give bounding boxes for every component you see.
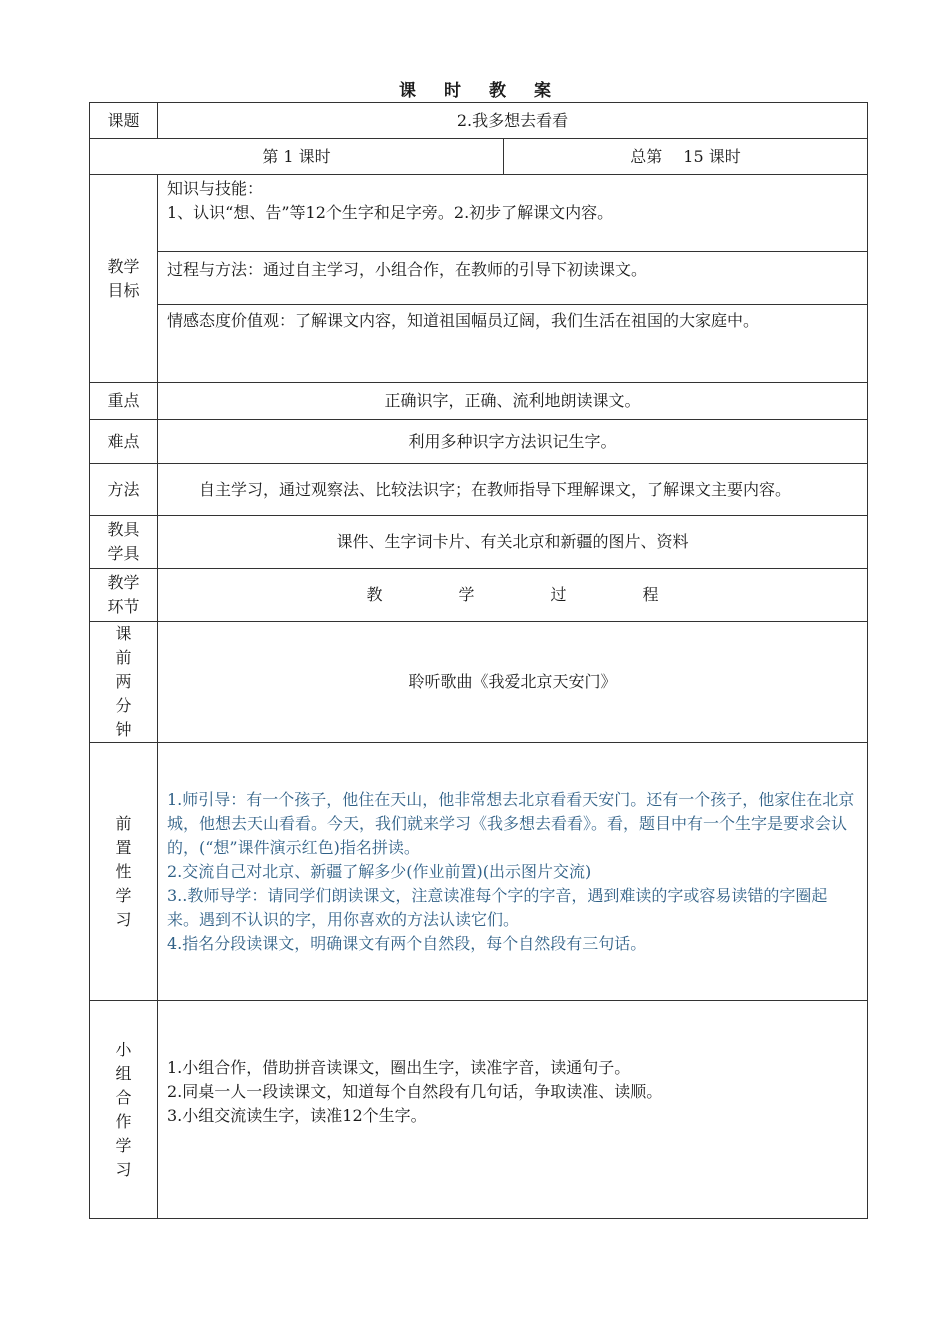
goal-knowledge-text: 1、认识“想、告”等12个生字和足字旁。2.初步了解课文内容。 [167, 203, 614, 222]
group-row [90, 1001, 868, 1219]
period-current: 第 1 课时 [90, 139, 504, 175]
method-value: 自主学习，通过观察法、比较法识字；在教师指导下理解课文，了解课文主要内容。 [158, 464, 868, 516]
group-label [90, 1001, 158, 1219]
stage-char: 教 [366, 585, 383, 604]
stage-char: 学 [458, 585, 475, 604]
topic-label: 课题 [90, 103, 158, 139]
preview-row [90, 743, 868, 1001]
preview-content [158, 743, 868, 1001]
goals-label [90, 175, 158, 383]
group-label-char: 作 [115, 1111, 132, 1131]
period-total: 总第 15 课时 [504, 139, 868, 175]
pre-class-value: 聆听歌曲《我爱北京天安门》 [158, 622, 868, 743]
stage-row [90, 569, 868, 622]
group-label-char: 组 [115, 1063, 132, 1083]
tools-label-line: 学具 [107, 544, 140, 563]
preview-item: 4.指名分段读课文，明确课文有两个自然段，每个自然段有三句话。 [167, 933, 647, 953]
lesson-plan-table [89, 102, 868, 1219]
group-item: 3.小组交流读生字，读准12个生字。 [167, 1106, 427, 1125]
pre-class-label-char: 钟 [115, 720, 132, 739]
pre-class-label-char: 分 [115, 696, 132, 715]
pre-class-row [90, 622, 868, 743]
preview-label [90, 743, 158, 1001]
method-row [90, 464, 868, 516]
pre-class-label [90, 622, 158, 743]
title-char: 教 [489, 81, 506, 101]
key-row [90, 383, 868, 420]
preview-label-char: 置 [115, 837, 132, 857]
topic-value: 2.我多想去看看 [158, 103, 868, 139]
goal-process: 过程与方法：通过自主学习，小组合作，在教师的引导下初读课文。 [158, 252, 867, 305]
stage-label-line: 环节 [107, 597, 140, 616]
goals-row [90, 175, 868, 383]
group-content [158, 1001, 868, 1219]
group-label-char: 学 [115, 1135, 132, 1155]
pre-class-label-char: 两 [115, 672, 132, 691]
tools-value: 课件、生字词卡片、有关北京和新疆的图片、资料 [158, 516, 868, 569]
goals-label-line: 教学 [107, 256, 140, 276]
stage-char: 过 [550, 585, 567, 604]
stage-label [90, 569, 158, 622]
pre-class-label-char: 课 [115, 624, 132, 643]
group-label-char: 合 [115, 1087, 132, 1107]
group-label-char: 小 [115, 1039, 132, 1059]
preview-item: 3..教师导学：请同学们朗读课文，注意读准每个字的字音，遇到难读的字或容易读错的字圈起来。遇到不认识的字，用你喜欢的方法认读它们。 [167, 885, 828, 929]
group-item: 1.小组合作，借助拼音读课文，圈出生字，读准字音，读通句子。 [167, 1058, 631, 1077]
goals-content [158, 175, 868, 383]
goal-emotion: 情感态度价值观：了解课文内容，知道祖国幅员辽阔，我们生活在祖国的大家庭中。 [167, 311, 760, 330]
pre-class-label-char: 前 [115, 648, 132, 667]
tools-label [90, 516, 158, 569]
preview-label-char: 前 [115, 813, 132, 833]
preview-item: 2.交流自己对北京、新疆了解多少(作业前置)(出示图片交流) [167, 861, 592, 881]
difficulty-value: 利用多种识字方法识记生字。 [158, 420, 868, 464]
group-item: 2.同桌一人一段读课文，知道每个自然段有几句话，争取读准、读顺。 [167, 1082, 663, 1101]
key-label: 重点 [90, 383, 158, 420]
period-row [90, 139, 868, 175]
preview-label-char: 学 [115, 885, 132, 905]
title-char: 课 [399, 81, 416, 101]
goal-knowledge-heading: 知识与技能： [167, 179, 264, 198]
topic-row [90, 103, 868, 139]
goals-label-line: 目标 [107, 280, 140, 300]
preview-label-char: 性 [115, 861, 132, 881]
tools-row [90, 516, 868, 569]
preview-item: 1.师引导：有一个孩子，他住在天山，他非常想去北京看看天安门。还有一个孩子，他家住在北京城，他想去天山看看。今天，我们就来学习《我多想去看看》。看，题目中有一个生字是要求会认的，(“想”课件演示红色)指名拼读。 [167, 789, 855, 857]
method-label: 方法 [90, 464, 158, 516]
group-label-char: 习 [115, 1159, 132, 1179]
stage-char: 程 [642, 585, 659, 604]
title-char: 时 [444, 81, 461, 101]
difficulty-row [90, 420, 868, 464]
goal-knowledge [158, 175, 867, 252]
stage-value [158, 569, 868, 622]
tools-label-line: 教具 [107, 520, 140, 539]
key-value: 正确识字，正确、流利地朗读课文。 [158, 383, 868, 420]
stage-label-line: 教学 [107, 573, 140, 592]
preview-label-char: 习 [115, 909, 132, 929]
title-char: 案 [534, 81, 551, 101]
difficulty-label: 难点 [90, 420, 158, 464]
document-title [0, 76, 950, 101]
